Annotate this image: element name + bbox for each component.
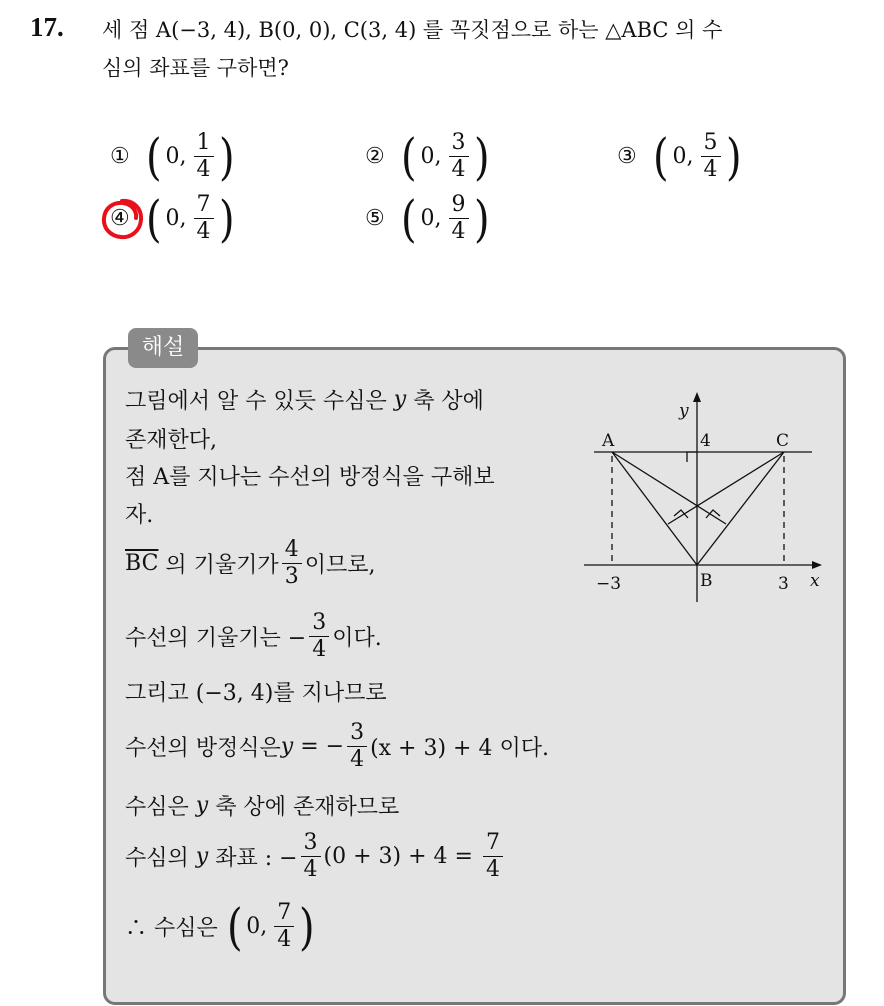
numerator: 7 <box>483 830 503 857</box>
fraction <box>274 900 294 953</box>
choice-mark: ① <box>110 144 130 169</box>
text: 수심의 <box>125 846 189 871</box>
denominator: 4 <box>703 157 718 182</box>
label-c: C <box>776 431 790 451</box>
question-text-line1: 세 점 A(−3, 4), B(0, 0), C(3, 4) 를 꼭짓점으로 하는 △ABC 의 수 <box>102 18 723 42</box>
numerator: 1 <box>194 130 214 157</box>
text: 축 상에 <box>413 389 484 414</box>
text: 존재한다, <box>125 428 218 453</box>
question-text-line2: 심의 좌표를 구하면? <box>102 56 289 80</box>
paren-close: ) <box>299 897 315 956</box>
label-x: x <box>810 571 820 591</box>
numerator: 5 <box>701 130 721 157</box>
choice-fraction <box>194 130 214 183</box>
choice-mark: ④ <box>110 206 130 231</box>
var-y: y <box>195 844 209 869</box>
y-axis-arrow <box>693 392 701 402</box>
choice-zero: 0, <box>165 206 187 231</box>
denominator: 3 <box>284 564 299 589</box>
text: (x + 3) + 4 이다. <box>370 736 549 761</box>
text: 점 A를 지나는 수선의 방정식을 구해보 <box>125 465 495 490</box>
fraction <box>347 720 367 773</box>
solution-line-4 <box>125 498 153 529</box>
solution-line-10 <box>125 830 506 883</box>
solution-line-2 <box>125 423 217 454</box>
numerator: 3 <box>301 830 321 857</box>
denominator: 4 <box>196 219 211 244</box>
x-axis-arrow <box>812 561 822 569</box>
fraction <box>309 610 329 663</box>
paren-close: ) <box>473 189 490 248</box>
numerator: 3 <box>347 720 367 747</box>
choice-mark: ② <box>365 144 385 169</box>
var-y: y <box>280 734 294 759</box>
answer-circle-mark <box>100 197 144 241</box>
right-angle-mark <box>687 452 697 462</box>
fraction <box>282 537 302 590</box>
paren-open: ( <box>400 127 417 186</box>
numerator: 9 <box>449 192 469 219</box>
label-3: 3 <box>778 574 789 594</box>
choice-fraction <box>449 192 469 245</box>
text: (0 + 3) + 4 = <box>323 844 473 869</box>
paren-open: ( <box>652 127 669 186</box>
choice-fraction <box>194 192 214 245</box>
solution-line-8 <box>125 720 549 773</box>
paren-close: ) <box>218 189 235 248</box>
altitude-from-c <box>668 452 784 524</box>
side-ab <box>612 452 697 565</box>
numerator: 3 <box>449 130 469 157</box>
denominator: 4 <box>312 637 327 662</box>
denominator: 4 <box>303 857 318 882</box>
zero: 0, <box>246 914 268 939</box>
text: 이므로, <box>304 553 376 578</box>
fraction <box>301 830 321 883</box>
choice-fraction <box>701 130 721 183</box>
choice-mark: ⑤ <box>365 206 385 231</box>
choice-zero: 0, <box>420 144 442 169</box>
paren-open: ( <box>400 189 417 248</box>
solution-tag: 해설 <box>128 328 198 368</box>
label-y: y <box>679 401 689 421</box>
paren-close: ) <box>473 127 490 186</box>
solution-line-9 <box>125 790 399 821</box>
segment-bc: $\overline{BC}$ <box>125 551 159 576</box>
fraction <box>483 830 503 883</box>
text: 그림에서 알 수 있듯 수심은 <box>125 389 387 414</box>
text: 의 기울기가 <box>165 553 279 578</box>
text: 수심은 <box>125 795 189 820</box>
solution-line-7 <box>125 676 387 707</box>
numerator: 3 <box>309 610 329 637</box>
right-angle-mark <box>706 510 720 518</box>
orthocenter-figure <box>582 390 832 605</box>
denominator: 4 <box>277 927 292 952</box>
paren-open: ( <box>145 127 162 186</box>
solution-line-1 <box>125 384 484 415</box>
label-4: 4 <box>700 431 711 451</box>
numerator: 4 <box>282 537 302 564</box>
text: 그리고 (−3, 4)를 지나므로 <box>125 681 387 706</box>
choice-1[interactable] <box>110 127 236 186</box>
label-a: A <box>602 431 615 451</box>
text: 수선의 방정식은 <box>125 736 281 761</box>
choice-5[interactable] <box>365 189 491 248</box>
right-angle-mark <box>674 510 688 518</box>
text: 자. <box>125 503 154 528</box>
paren-close: ) <box>725 127 742 186</box>
choice-3[interactable] <box>617 127 743 186</box>
numerator: 7 <box>194 192 214 219</box>
text: 수선의 기울기는 − <box>125 626 307 651</box>
choice-zero: 0, <box>672 144 694 169</box>
denominator: 4 <box>196 157 211 182</box>
side-cb <box>697 452 784 565</box>
choice-zero: 0, <box>420 206 442 231</box>
text: 이다. <box>332 626 382 651</box>
denominator: 4 <box>485 857 500 882</box>
text: 좌표 : − <box>215 846 298 871</box>
text: 축 상에 존재하므로 <box>215 795 400 820</box>
text: = − <box>300 734 345 759</box>
denominator: 4 <box>451 157 466 182</box>
solution-line-5 <box>125 537 375 590</box>
solution-line-6 <box>125 610 382 663</box>
denominator: 4 <box>451 219 466 244</box>
choice-zero: 0, <box>165 144 187 169</box>
choice-2[interactable] <box>365 127 491 186</box>
solution-line-11 <box>125 897 317 956</box>
text: ∴ 수심은 <box>125 916 218 941</box>
label-b: B <box>700 571 713 591</box>
paren-open: ( <box>145 189 162 248</box>
question-number: 17. <box>30 12 64 42</box>
choice-mark: ③ <box>617 144 637 169</box>
var-y: y <box>393 387 407 412</box>
choice-fraction <box>449 130 469 183</box>
solution-line-3 <box>125 460 495 491</box>
paren-close: ) <box>218 127 235 186</box>
numerator: 7 <box>274 900 294 927</box>
denominator: 4 <box>350 747 365 772</box>
paren-open: ( <box>226 897 243 956</box>
label-neg3: −3 <box>596 574 622 594</box>
altitude-from-a <box>612 452 726 524</box>
var-y: y <box>195 793 209 818</box>
